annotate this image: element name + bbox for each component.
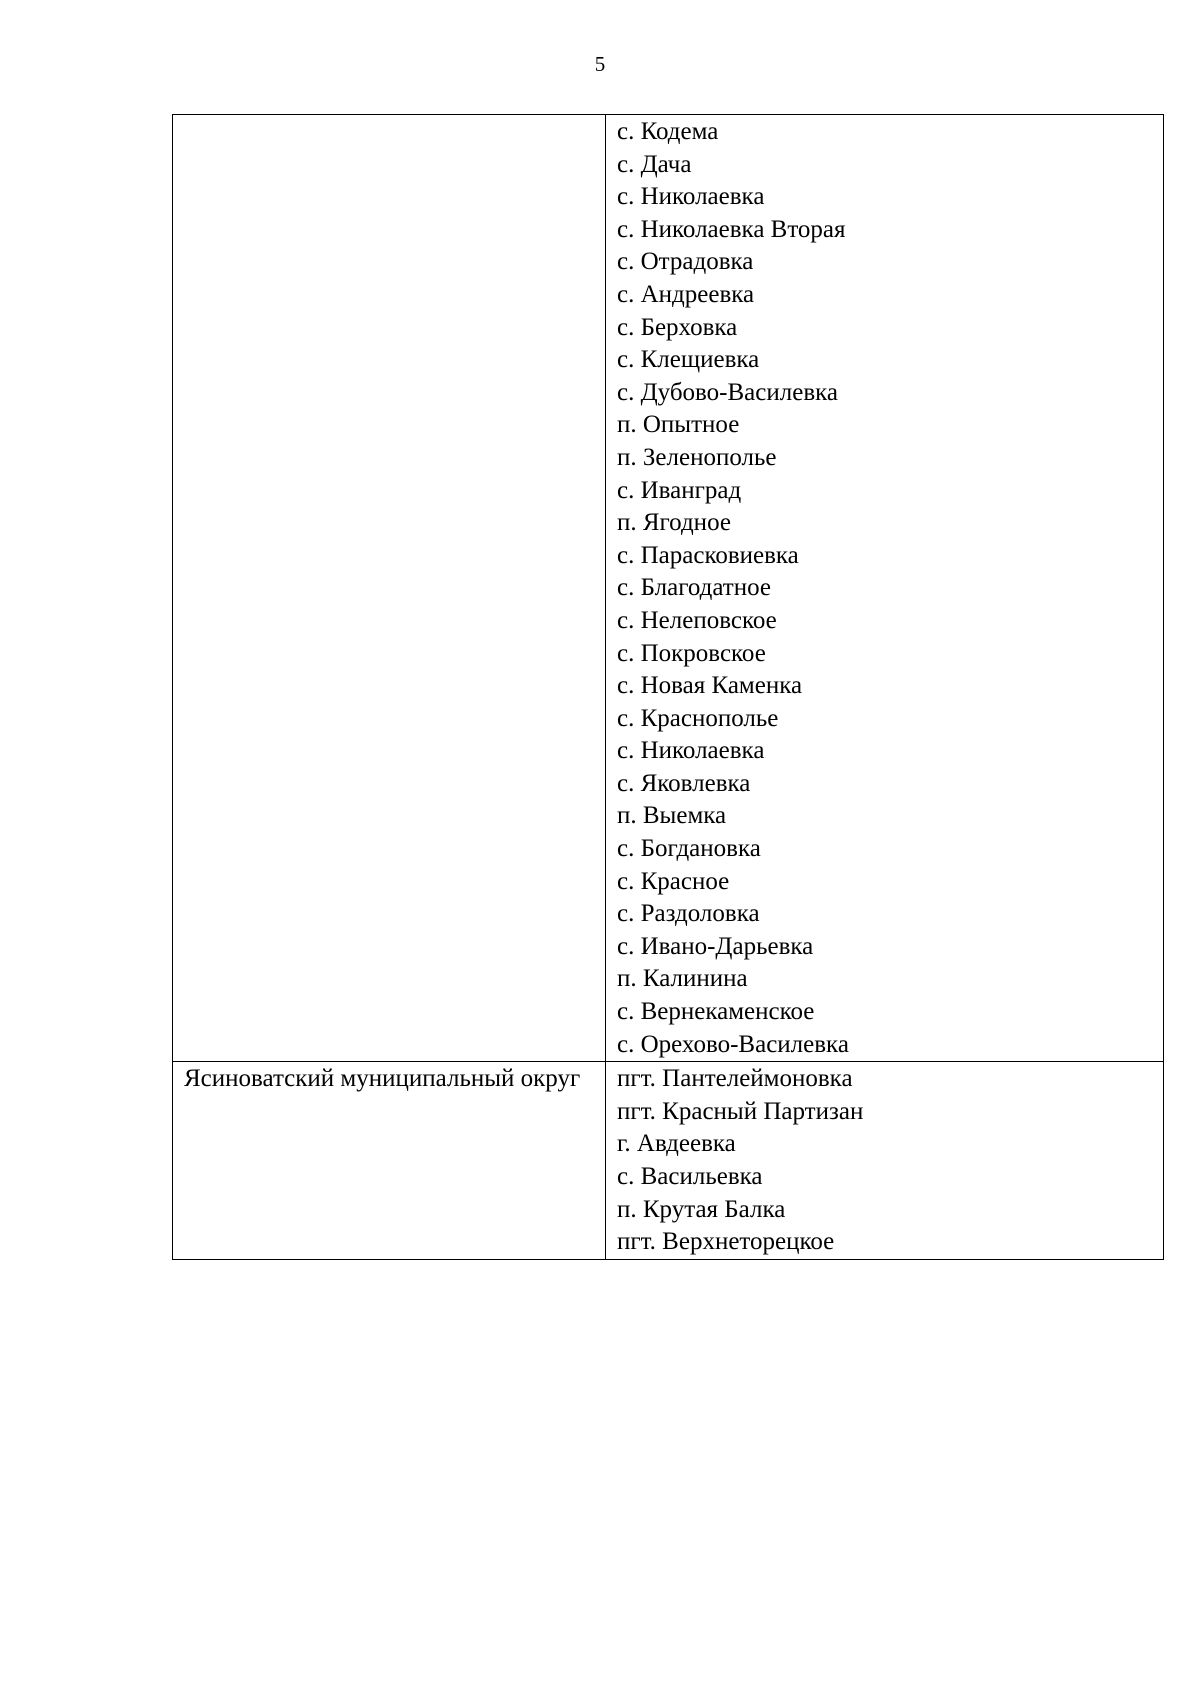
settlement-name: с. Отрадовка [617,248,754,276]
table-body [173,115,1164,1260]
settlement-name: с. Орехово-Василевка [617,1030,849,1058]
places-cell [606,1062,1164,1260]
table-row [173,1062,1164,1260]
settlement-name: г. Авдеевка [617,1130,736,1158]
settlement-name: пгт. Красный Партизан [617,1097,864,1125]
settlement-name: с. Благодатное [617,574,771,602]
settlement-name: с. Берховка [617,313,738,341]
settlement-name: с. Николаевка [617,737,765,765]
settlement-name: с. Красное [617,867,730,895]
settlement-name: п. Выемка [617,802,727,830]
settlement-name: п. Опытное [617,411,740,439]
settlement-name: с. Парасковиевка [617,541,799,569]
district-name: Ясиноватский муниципальный округ [184,1065,581,1093]
settlement-name: с. Покровское [617,639,766,667]
settlement-name: с. Богдановка [617,835,761,863]
settlement-name: с. Ивано-Дарьевка [617,932,814,960]
settlement-name: с. Вернекаменское [617,998,815,1026]
settlement-name: пгт. Пантелеймоновка [617,1065,853,1093]
settlement-name: с. Яковлевка [617,769,751,797]
settlement-name: с. Дача [617,150,692,178]
table-row [173,115,1164,1062]
places-cell [606,115,1164,1062]
settlement-name: с. Андреевка [617,280,755,308]
page-number: 5 [594,52,606,76]
settlement-name: с. Николаевка [617,183,765,211]
settlement-name: с. Раздоловка [617,900,760,928]
settlement-name: п. Крутая Балка [617,1195,786,1223]
settlement-name: с. Васильевка [617,1163,763,1190]
district-cell [173,115,606,1062]
settlement-name: с. Кодема [617,118,719,145]
settlement-name: с. Новая Каменка [617,672,803,700]
settlement-name: с. Нелеповское [617,606,777,634]
settlements-table [172,114,1164,1260]
district-cell [173,1062,606,1260]
settlement-name: с. Иванград [617,476,742,504]
settlement-name: пгт. Верхнеторецкое [617,1228,835,1256]
settlement-name: п. Ягодное [617,509,731,537]
settlement-name: с. Клещиевка [617,346,760,374]
settlement-name: с. Краснополье [617,704,779,732]
settlement-name: с. Николаевка Вторая [617,215,846,243]
settlement-name: п. Зеленополье [617,443,777,471]
settlement-name: с. Дубово-Василевка [617,378,838,406]
settlement-name: п. Калинина [617,965,748,993]
